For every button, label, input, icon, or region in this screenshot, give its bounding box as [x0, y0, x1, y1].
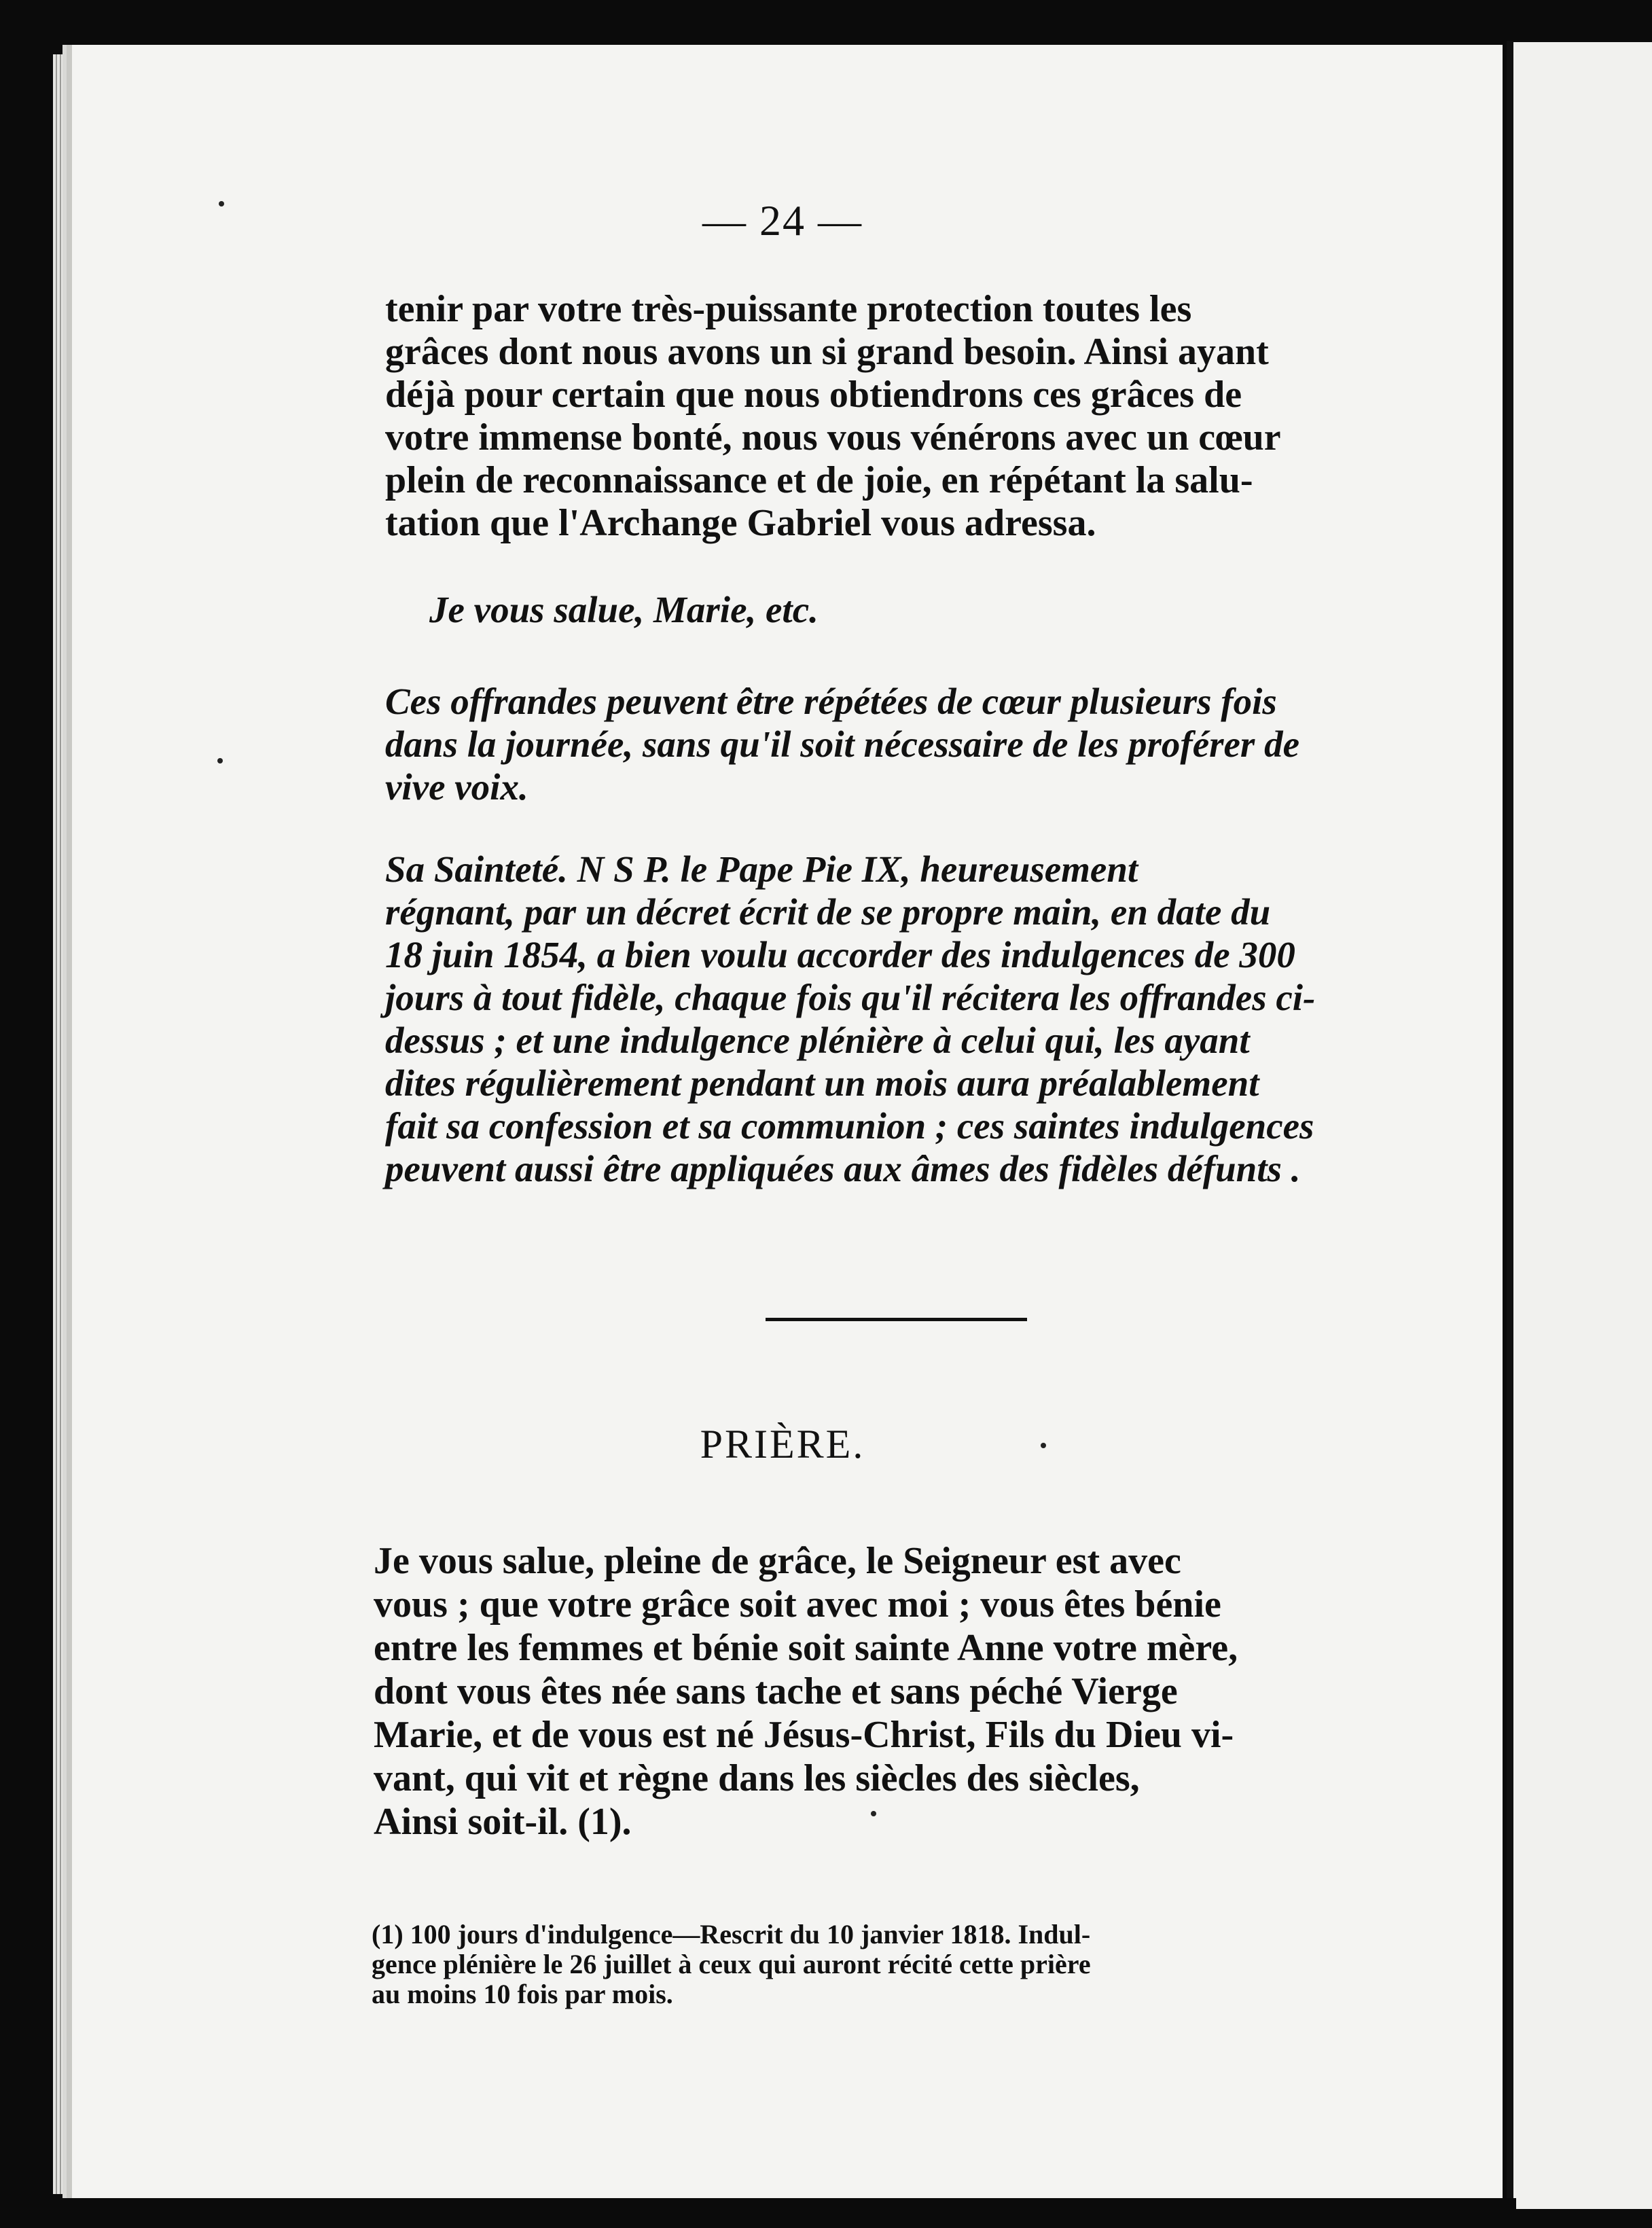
paragraph-offering-end: [385, 288, 1431, 545]
section-divider: [766, 1318, 1027, 1321]
text-line: Je vous salue, Marie, etc.: [429, 589, 819, 630]
footnote-line: gence plénière le 26 juillet à ceux qui auront récité cette prière: [372, 1949, 1091, 1979]
text-line: plein de reconnaissance et de joie, en répétant la salu-: [385, 459, 1253, 501]
paragraph-indulgence: [385, 848, 1431, 1190]
facing-page-edge: [1512, 42, 1652, 2209]
ink-speck: [1041, 1443, 1046, 1448]
paragraph-note: [385, 680, 1431, 808]
text-line: régnant, par un décret écrit de se propre main, en date du: [385, 891, 1271, 933]
text-line: déjà pour certain que nous obtiendrons ces grâces de: [385, 374, 1242, 416]
text-line: Sa Sainteté. N S P. le Pape Pie IX, heureusement: [385, 848, 1138, 890]
section-title: PRIÈRE.: [700, 1422, 865, 1467]
text-line: dessus ; et une indulgence plénière à celui qui, les ayant: [385, 1020, 1250, 1061]
footnote-line: au moins 10 fois par mois.: [372, 1979, 673, 2009]
text-line: peuvent aussi être appliquées aux âmes des fidèles défunts .: [385, 1148, 1301, 1189]
text-line: vous ; que votre grâce soit avec moi ; vous êtes bénie: [374, 1583, 1221, 1625]
text-line: Je vous salue, pleine de grâce, le Seigneur est avec: [374, 1540, 1181, 1582]
footnote-line: (1) 100 jours d'indulgence—Rescrit du 10 janvier 1818. Indul-: [372, 1919, 1091, 1950]
binding-gutter: [1507, 41, 1513, 2214]
scan-bottom-edge: [62, 2198, 1516, 2228]
text-line: fait sa confession et sa communion ; ces saintes indulgences: [385, 1105, 1314, 1147]
text-line: grâces dont nous avons un si grand besoin. Ainsi ayant: [385, 331, 1269, 373]
text-line: dans la journée, sans qu'il soit nécessaire de les proférer de: [385, 723, 1299, 765]
text-line: Ainsi soit-il. (1).: [374, 1801, 632, 1843]
paragraph-prayer: [374, 1539, 1430, 1844]
ink-speck: [219, 201, 224, 206]
text-line: jours à tout fidèle, chaque fois qu'il récitera les offrandes ci-: [385, 977, 1316, 1018]
text-line: Marie, et de vous est né Jésus-Christ, Fils du Dieu vi-: [374, 1714, 1234, 1756]
text-line: vant, qui vit et règne dans les siècles des siècles,: [374, 1757, 1140, 1799]
text-line: tenir par votre très-puissante protection toutes les: [385, 288, 1192, 330]
text-line: dites régulièrement pendant un mois aura préalablement: [385, 1062, 1259, 1104]
text-line: 18 juin 1854, a bien voulu accorder des indulgences de 300: [385, 934, 1295, 975]
text-line: tation que l'Archange Gabriel vous adressa.: [385, 502, 1096, 544]
book-page: [62, 45, 1503, 2199]
paragraph-ave: [429, 588, 1475, 631]
text-line: Ces offrandes peuvent être répétées de cœur plusieurs fois: [385, 681, 1277, 722]
text-line: votre immense bonté, nous vous vénérons avec un cœur: [385, 416, 1281, 459]
text-line: entre les femmes et bénie soit sainte Anne votre mère,: [374, 1627, 1238, 1669]
page-number: — 24 —: [702, 196, 863, 245]
ink-speck: [217, 758, 223, 763]
footnote: [372, 1920, 1418, 2009]
text-line: vive voix.: [385, 766, 528, 808]
text-line: dont vous êtes née sans tache et sans péché Vierge: [374, 1670, 1178, 1712]
ink-speck: [871, 1811, 876, 1816]
